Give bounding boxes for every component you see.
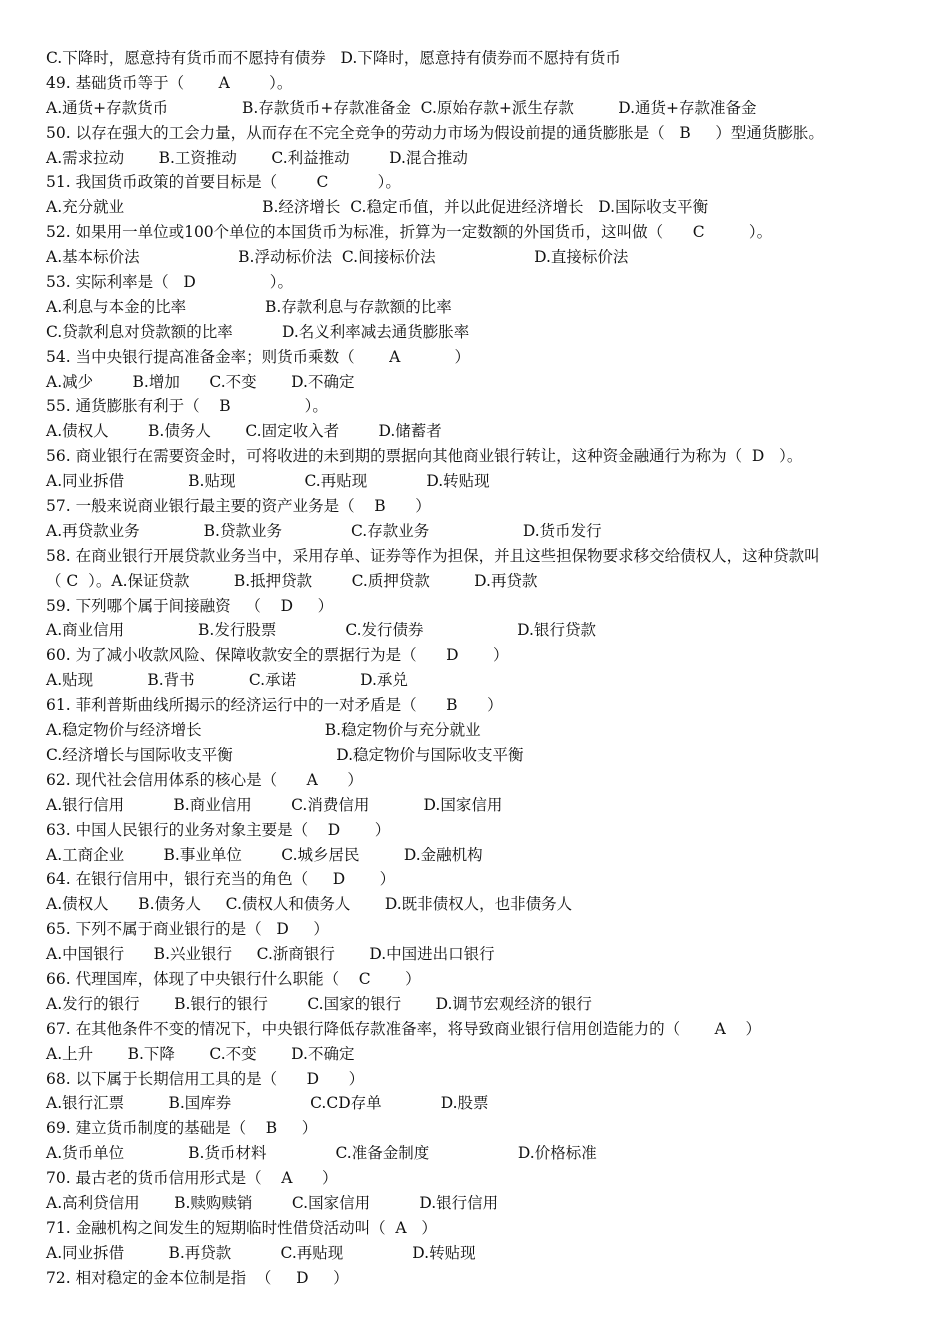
text-line: 68. 以下属于长期信用工具的是（ D ）	[46, 1069, 365, 1088]
text-line: （ C ）。A.保证贷款 B.抵押贷款 C.质押贷款 D.再贷款	[46, 571, 538, 590]
text-line: A.基本标价法 B.浮动标价法 C.间接标价法 D.直接标价法	[46, 248, 629, 267]
text-line: 62. 现代社会信用体系的核心是（ A ）	[46, 770, 363, 789]
text-line: C.贷款利息对贷款额的比率 D.名义利率减去通货膨胀率	[46, 322, 470, 341]
text-line: A.贴现 B.背书 C.承诺 D.承兑	[46, 671, 408, 690]
text-line: A.减少 B.增加 C.不变 D.不确定	[46, 372, 355, 391]
text-line: 57. 一般来说商业银行最主要的资产业务是（ B ）	[46, 497, 431, 516]
text-line: A.银行信用 B.商业信用 C.消费信用 D.国家信用	[46, 795, 503, 814]
text-line: A.债权人 B.债务人 C.固定收入者 D.储蓄者	[46, 422, 442, 441]
text-line: 69. 建立货币制度的基础是（ B ）	[46, 1119, 318, 1138]
text-line: 65. 下列不属于商业银行的是（ D ）	[46, 920, 329, 939]
text-line: 66. 代理国库，体现了中央银行什么职能（ C ）	[46, 969, 421, 988]
text-line: 50. 以存在强大的工会力量，从而存在不完全竞争的劳动力市场为假设前提的通货膨胀是（ B ）型通货膨胀。	[46, 123, 824, 142]
text-line: A.发行的银行 B.银行的银行 C.国家的银行 D.调节宏观经济的银行	[46, 994, 592, 1013]
text-line: C.下降时，愿意持有货币而不愿持有债券 D.下降时，愿意持有债券而不愿持有货币	[46, 49, 621, 67]
text-line: 71. 金融机构之间发生的短期临时性借贷活动叫（ A ）	[46, 1218, 437, 1237]
text-line: A.货币单位 B.货币材料 C.准备金制度 D.价格标准	[46, 1144, 597, 1163]
text-line: A.银行汇票 B.国库券 C.CD存单 D.股票	[46, 1094, 489, 1113]
text-line: 61. 菲利普斯曲线所揭示的经济运行中的一对矛盾是（ B ）	[46, 696, 503, 715]
text-line: 72. 相对稳定的金本位制是指 （ D ）	[46, 1268, 349, 1287]
text-line: 51. 我国货币政策的首要目标是（ C ）。	[46, 173, 401, 192]
text-line: 63. 中国人民银行的业务对象主要是（ D ）	[46, 820, 391, 839]
text-line: 54. 当中央银行提高准备金率；则货币乘数（ A ）	[46, 347, 470, 366]
text-line: A.充分就业 B.经济增长 C.稳定币值，并以此促进经济增长 D.国际收支平衡	[46, 198, 709, 217]
text-line: 53. 实际利率是（ D ）。	[46, 273, 293, 292]
text-line: A.工商企业 B.事业单位 C.城乡居民 D.金融机构	[46, 845, 483, 864]
text-line: A.稳定物价与经济增长 B.稳定物价与充分就业	[46, 721, 481, 740]
text-line: A.上升 B.下降 C.不变 D.不确定	[46, 1044, 355, 1063]
text-line: 49. 基础货币等于（ A ）。	[46, 73, 293, 92]
text-line: C.经济增长与国际收支平衡 D.稳定物价与国际收支平衡	[46, 745, 524, 764]
text-line: A.再贷款业务 B.贷款业务 C.存款业务 D.货币发行	[46, 521, 602, 540]
text-line: A.债权人 B.债务人 C.债权人和债务人 D.既非债权人，也非债务人	[46, 895, 573, 914]
text-line: 59. 下列哪个属于间接融资 （ D ）	[46, 596, 334, 615]
text-line: A.商业信用 B.发行股票 C.发行债券 D.银行贷款	[46, 621, 596, 640]
text-line: 55. 通货膨胀有利于（ B ）。	[46, 397, 328, 416]
document-body	[46, 46, 926, 1291]
text-line: 52. 如果用一单位或100个单位的本国货币为标准，折算为一定数额的外国货币，这叫做（ C ）。	[46, 223, 773, 242]
text-line: 67. 在其他条件不变的情况下，中央银行降低存款准备率，将导致商业银行信用创造能力的（ A ）	[46, 1019, 761, 1038]
text-line: A.同业拆借 B.再贷款 C.再贴现 D.转贴现	[46, 1243, 476, 1262]
text-line: 56. 商业银行在需要资金时，可将收进的未到期的票据向其他商业银行转让，这种资金融通行为称为（ D ）。	[46, 447, 803, 466]
text-line: A.利息与本金的比率 B.存款利息与存款额的比率	[46, 297, 452, 316]
text-line: 70. 最古老的货币信用形式是（ A ）	[46, 1169, 338, 1188]
text-line: 64. 在银行信用中，银行充当的角色（ D ）	[46, 870, 396, 889]
text-line: A.同业拆借 B.贴现 C.再贴现 D.转贴现	[46, 472, 490, 491]
text-line: 60. 为了减小收款风险、保障收款安全的票据行为是（ D ）	[46, 646, 509, 665]
text-line: A.需求拉动 B.工资推动 C.利益推动 D.混合推动	[46, 148, 468, 167]
text-line: A.中国银行 B.兴业银行 C.浙商银行 D.中国进出口银行	[46, 945, 495, 964]
text-line: 58. 在商业银行开展贷款业务当中，采用存单、证券等作为担保，并且这些担保物要求移交给债权人，这种贷款叫	[46, 546, 820, 565]
text-line: A.高利贷信用 B.赎购赎销 C.国家信用 D.银行信用	[46, 1193, 499, 1212]
text-line: A.通货+存款货币 B.存款货币+存款准备金 C.原始存款+派生存款 D.通货+存款准备金	[46, 98, 757, 117]
